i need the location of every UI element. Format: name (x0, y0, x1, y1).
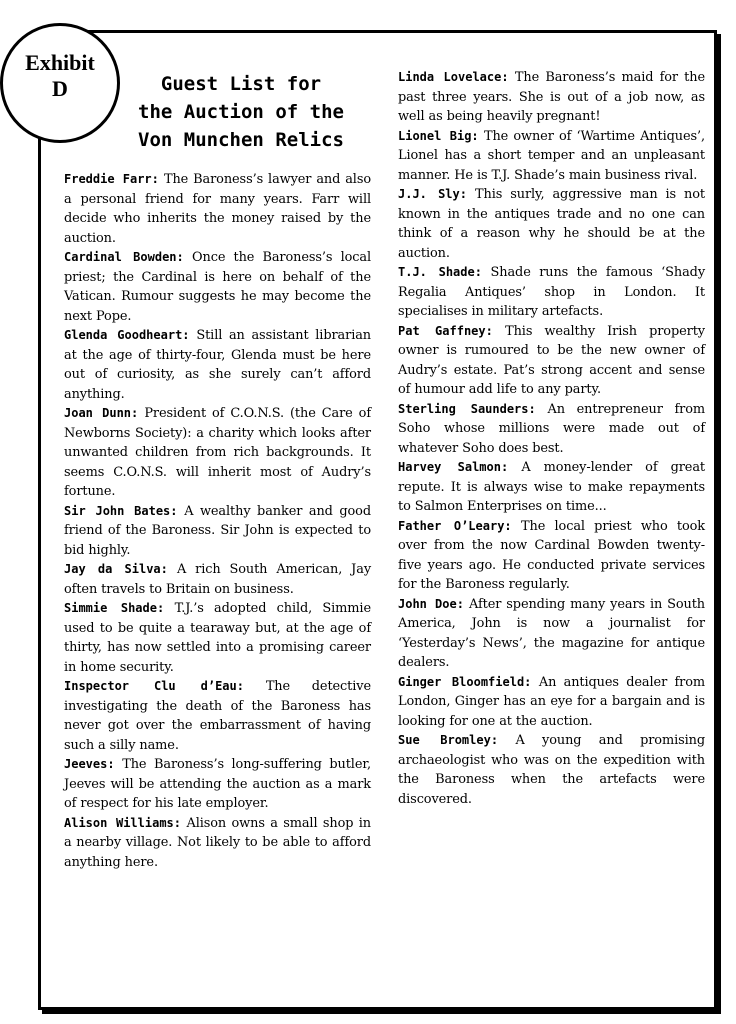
title-line-1: Guest List for (160, 73, 322, 95)
guest-description: A wealthy banker and good friend of the Baroness. Sir John is expected to bid highly. (64, 503, 371, 558)
guest-name: Joan Dunn: (64, 406, 139, 420)
guest-entry (398, 322, 705, 400)
guest-description: This surly, aggressive man is not known in the antiques trade and no one can think of a reason why he should be at the auction. (398, 187, 705, 261)
guest-name: Cardinal Bowden: (64, 250, 184, 264)
guest-entry (398, 68, 705, 127)
guest-entry (398, 673, 705, 732)
exhibit-letter: D (52, 76, 68, 101)
guest-description: The Baroness’s lawyer and also a personal friend for many years. Farr will decide who inherits the money raised by the auction. (64, 172, 371, 246)
guest-description: A young and promising archaeologist who was on the expedition with the Baroness when the artefacts were discovered. (398, 733, 705, 807)
guest-description: The owner of ‘Wartime Antiques’, Lionel has a short temper and an unpleasant manner. He is T.J. Shade’s main business rival. (398, 128, 705, 183)
guest-entry (398, 458, 705, 517)
guest-name: Jay da Silva: (64, 562, 168, 576)
guest-entry (398, 185, 705, 263)
guest-name: Ginger Bloomfield: (398, 674, 532, 689)
guest-description: T.J.’s adopted child, Simmie used to be quite a tearaway but, at the age of thirty, has now settled into a promising career in home security. (64, 601, 371, 675)
title-line-3: Von Munchen Relics (138, 129, 344, 151)
guest-description: After spending many years in South America, John is now a journalist for ‘Yesterday’s News’, the magazine for antique dealers. (398, 596, 705, 670)
guest-name: Jeeves: (64, 757, 115, 771)
guest-description: Still an assistant librarian at the age of thirty-four, Glenda must be here out of curiosity, as she surely can’t afford anything. (64, 328, 371, 402)
guest-name: John Doe: (398, 596, 464, 611)
guest-name: T.J. Shade: (398, 265, 482, 279)
guest-name: Pat Gaffney: (398, 323, 493, 338)
guest-entry (64, 560, 371, 599)
guest-entry (398, 595, 705, 673)
guest-entry (64, 248, 371, 326)
guest-description: A rich South American, Jay often travels to Britain on business. (64, 562, 372, 597)
guest-entry (398, 400, 705, 459)
guest-name: Glenda Goodheart: (64, 328, 190, 342)
guest-entry (398, 127, 705, 186)
guest-entry (64, 404, 371, 502)
guest-name: Sterling Saunders: (398, 401, 536, 416)
guest-entry (64, 170, 371, 248)
exhibit-label: Exhibit (25, 50, 95, 75)
guest-name: Sir John Bates: (64, 503, 178, 518)
guest-list-left-column (64, 170, 371, 872)
guest-description: The detective investigating the death of the Baroness has never got over the embarrassment of having such a silly name. (64, 679, 371, 753)
title-line-2: the Auction of the (138, 101, 344, 123)
guest-entry (398, 263, 705, 322)
guest-entry (398, 731, 705, 809)
guest-description: An antiques dealer from London, Ginger has an eye for a bargain and is looking for one at the auction. (398, 674, 705, 729)
guest-description: Once the Baroness’s local priest; the Cardinal is here on behalf of the Vatican. Rumour suggests he may become the next Pope. (64, 250, 371, 324)
guest-entry (398, 517, 705, 595)
guest-name: Alison Williams: (64, 815, 181, 830)
guest-entry (64, 755, 371, 814)
border-shadow-bottom (42, 1010, 721, 1014)
guest-name: Father O’Leary: (398, 518, 512, 533)
guest-entry (64, 599, 371, 677)
guest-entry (64, 814, 371, 873)
guest-list-right-column (398, 68, 705, 809)
guest-description: President of C.O.N.S. (the Care of Newborns Society): a charity which looks after unwanted children from rich backgrounds. It seems C.O.N.S. will inherit most of Audry’s fortune. (64, 406, 371, 499)
guest-description: A money-lender of great repute. It is always wise to make repayments to Salmon Enterprises on time... (398, 460, 705, 514)
guest-description: Shade runs the famous ‘Shady Regalia Antiques’ shop in London. It specialises in military artefacts. (398, 265, 705, 319)
page-title (100, 70, 382, 154)
guest-entry (64, 502, 371, 561)
guest-name: Harvey Salmon: (398, 460, 509, 474)
border-shadow-right (717, 34, 721, 1014)
guest-name: J.J. Sly: (398, 187, 467, 201)
guest-description: The local priest who took over from the now Cardinal Bowden twenty-five years ago. He conducted private services for the Baroness regularly. (398, 518, 705, 592)
guest-name: Simmie Shade: (64, 601, 165, 615)
guest-entry (64, 677, 371, 755)
guest-description: An entrepreneur from Soho whose millions were made out of whatever Soho does best. (398, 401, 705, 456)
guest-description: The Baroness’s maid for the past three years. She is out of a job now, as well as being heavily pregnant! (398, 70, 705, 124)
guest-description: The Baroness’s long-suffering butler, Jeeves will be attending the auction as a mark of respect for his late employer. (64, 757, 371, 811)
guest-name: Freddie Farr: (64, 172, 159, 186)
guest-name: Inspector Clu d’Eau: (64, 679, 244, 693)
guest-description: Alison owns a small shop in a nearby village. Not likely to be able to afford anything here. (64, 815, 372, 870)
guest-entry (64, 326, 371, 404)
guest-name: Lionel Big: (398, 128, 479, 143)
guest-description: This wealthy Irish property owner is rumoured to be the new owner of Audry’s estate. Pat’s strong accent and sense of humour add life to any party. (398, 323, 705, 397)
guest-name: Linda Lovelace: (398, 70, 509, 84)
guest-name: Sue Bromley: (398, 733, 499, 747)
